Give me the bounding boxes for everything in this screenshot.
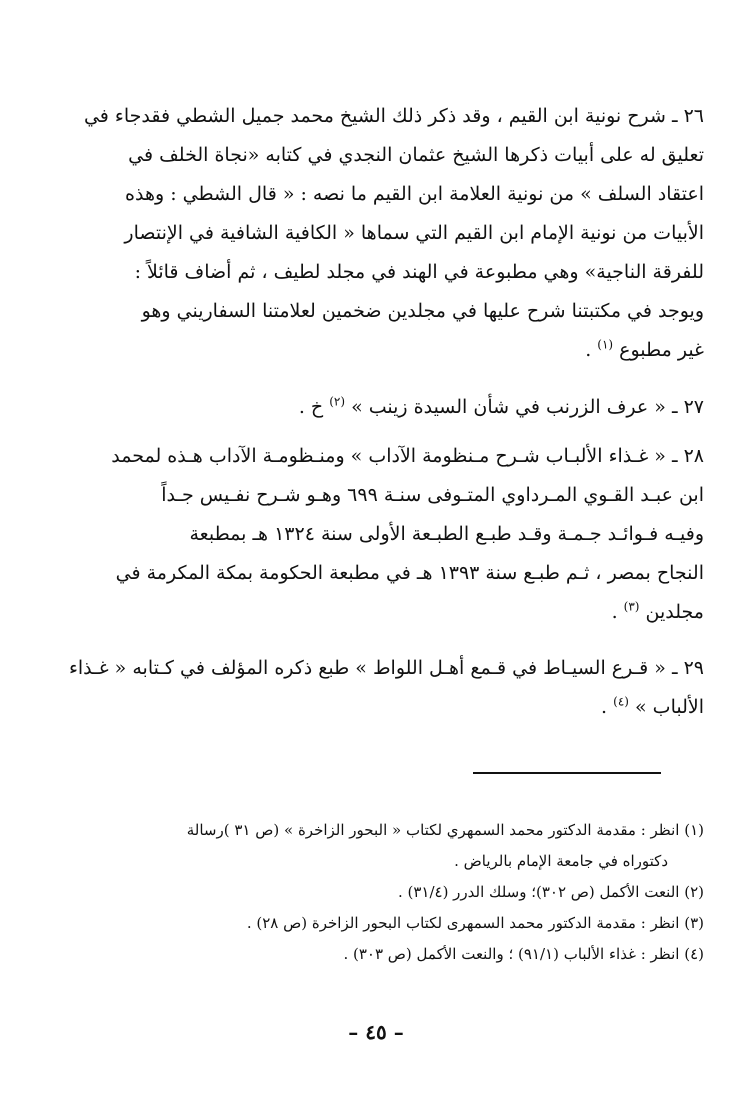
entry-line: النجاح بمصر ، ثـم طبـع سنة ١٣٩٣ هـ في مطبعة الحكومة بمكة المكرمة في [115,562,704,584]
footnote-2: (٢) النعت الأكمل (ص ٣٠٢)؛ وسلك الدرر (٣١/٤) . [397,883,704,901]
footnote-1: (١) انظر : مقدمة الدكتور محمد السمهري لكتاب « البحور الزاخرة » (ص ٣١ )رسالة [186,821,704,839]
page-number: – ٤٥ – [348,1020,404,1044]
entry-line: الأبيات من نونية الإمام ابن القيم التي سماها « الكافية الشافية في الإنتصار [124,222,704,244]
footnote-reference: (٢) [329,394,346,409]
footnote-reference: (٤) [613,694,629,709]
entry-line [46,331,704,370]
entry-27 [46,388,704,427]
entry-line: للفرقة الناجية» وهي مطبوعة في الهند في مجلد لطيف ، ثم أضاف قائلاً : [134,261,704,283]
entry-tail: خ . [298,396,330,418]
entry-text: ٢٧ ـ « عرف الزرنب في شأن السيدة زينب » [351,396,704,418]
entry-line: اعتقاد السلف » من نونية العلامة ابن القيم ما نصه : « قال الشطي : وهذه [125,183,704,205]
footnote-4: (٤) انظر : غذاء الألباب (٩١/١) ؛ والنعت الأكمل (ص ٣٠٣) . [343,945,704,963]
entry-line: تعليق له على أبيات ذكرها الشيخ عثمان النجدي في كتابه «نجاة الخلف في [128,144,704,166]
entry-line: ابن عبـد القـوي المـرداوي المتـوفى سنـة ٦٩٩ وهـو شـرح نفـيس جـداً [161,484,704,506]
entry-text: غير مطبوع [619,339,704,361]
entry-text: مجلدين [645,601,704,623]
entry-line [46,388,704,427]
footnote-reference: (٣) [623,599,640,614]
entry-line: وفيـه فـوائـد جـمـة وقـد طبـع الطبـعة الأولى سنة ١٣٢٤ هـ بمطبعة [189,523,704,545]
entry-26 [46,97,704,370]
footnotes [44,815,704,970]
entry-tail: . [601,696,614,718]
entry-text: الألباب » [635,696,704,718]
entry-line: ويوجد في مكتبتنا شرح عليها في مجلدين ضخمين لعلامتنا السفاريني وهو [141,300,704,322]
entry-line: ٢٨ ـ « غـذاء الألبـاب شـرح مـنظومة الآداب » ومنـظومـة الآداب هـذه لمحمد [111,445,704,467]
footnote-reference: (١) [597,337,614,352]
entry-29 [46,649,704,727]
entry-tail: . [611,601,624,623]
entry-line [46,688,704,727]
entry-line: ٢٩ ـ « قـرع السيـاط في قـمع أهـل اللواط » طبع ذكره المؤلف في كـتابه « غـذاء [68,657,704,679]
footnote-3: (٣) انظر : مقدمة الدكتور محمد السمهرى لكتاب البحور الزاخرة (ص ٢٨) . [246,914,704,932]
entry-line: ٢٦ ـ شرح نونية ابن القيم ، وقد ذكر ذلك الشيخ محمد جميل الشطي فقدجاء في [83,105,704,127]
entry-tail: . [585,339,598,361]
footnote-separator [473,772,661,774]
entry-28 [46,437,704,632]
footnote-1-continuation: دكتوراه في جامعة الإمام بالرياض . [454,852,668,870]
entry-line [46,593,704,632]
